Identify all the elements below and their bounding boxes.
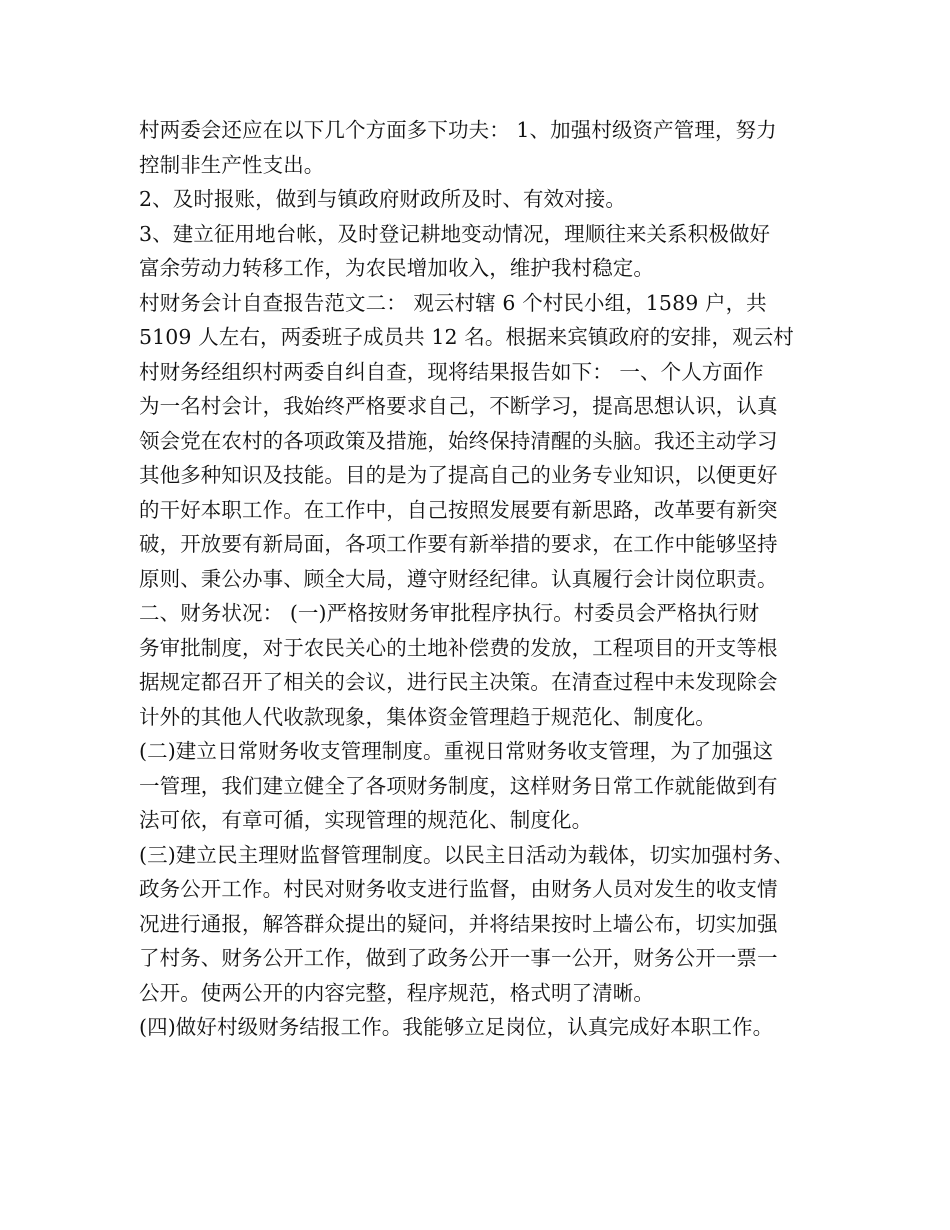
text-line: 富余劳动力转移工作，为农民增加收入，维护我村稳定。 [139,256,654,280]
text-line: 控制非生产性支出。 [139,152,325,177]
text-line: 政务公开工作。村民对财务收支进行监督，由财务人员对发生的收支情 [139,877,778,901]
text-line: (四)做好村级财务结报工作。我能够立足岗位，认真完成好本职工作。 [139,1015,774,1039]
text-line: 计外的其他人代收款现象，集体资金管理趋于规范化、制度化。 [139,704,716,729]
text-line: 为一名村会计，我始终严格要求自己，不断学习，提高思想认识，认真 [139,394,778,418]
text-line: 务审批制度，对于农民关心的土地补偿费的发放，工程项目的开支等根 [139,635,778,660]
text-line: 公开。使两公开的内容完整，程序规范，格式明了清晰。 [139,980,654,1005]
text-line: 2、及时报账，做到与镇政府财政所及时、有效对接。 [139,187,626,211]
text-line: (二)建立日常财务收支管理制度。重视日常财务收支管理，为了加强这 [139,739,774,763]
text-line: 据规定都召开了相关的会议，进行民主决策。在清查过程中未发现除会 [139,670,778,694]
text-line: 况进行通报，解答群众提出的疑问，并将结果按时上墙公布，切实加强 [139,911,778,936]
text-line: 法可依，有章可循，实现管理的规范化、制度化。 [139,808,593,832]
text-line: 二、财务状况： (一)严格按财务审批程序执行。村委员会严格执行财 [139,601,760,625]
text-line: 破，开放要有新局面，各项工作要有新举措的要求，在工作中能够坚持 [139,532,778,556]
text-line: 领会党在农村的各项政策及措施，始终保持清醒的头脑。我还主动学习 [139,428,778,453]
document-body [139,113,829,1045]
text-line: (三)建立民主理财监督管理制度。以民主日活动为载体，切实加强村务、 [139,842,794,867]
text-line: 村两委会还应在以下几个方面多下功夫： 1、加强村级资产管理，努力 [139,118,777,142]
text-line: 了村务、财务公开工作，做到了政务公开一事一公开，财务公开一票一 [139,946,778,970]
text-line: 村财务经组织村两委自纠自查，现将结果报告如下： 一、个人方面作 [139,359,764,384]
text-line: 3、建立征用地台帐，及时登记耕地变动情况，理顺往来关系积极做好 [139,221,771,246]
text-line: 村财务会计自查报告范文二： 观云村辖 6 个村民小组，1589 户，共 [139,290,767,315]
text-line: 一管理，我们建立健全了各项财务制度，这样财务日常工作就能做到有 [139,773,778,798]
text-line: 5109 人左右，两委班子成员共 12 名。根据来宾镇政府的安排，观云村 [139,325,794,349]
text-line: 原则、秉公办事、顾全大局，遵守财经纪律。认真履行会计岗位职责。 [139,566,778,591]
text-line: 的干好本职工作。在工作中，自己按照发展要有新思路，改革要有新突 [139,497,778,522]
text-line: 其他多种知识及技能。目的是为了提高自己的业务专业知识，以便更好 [139,463,778,487]
